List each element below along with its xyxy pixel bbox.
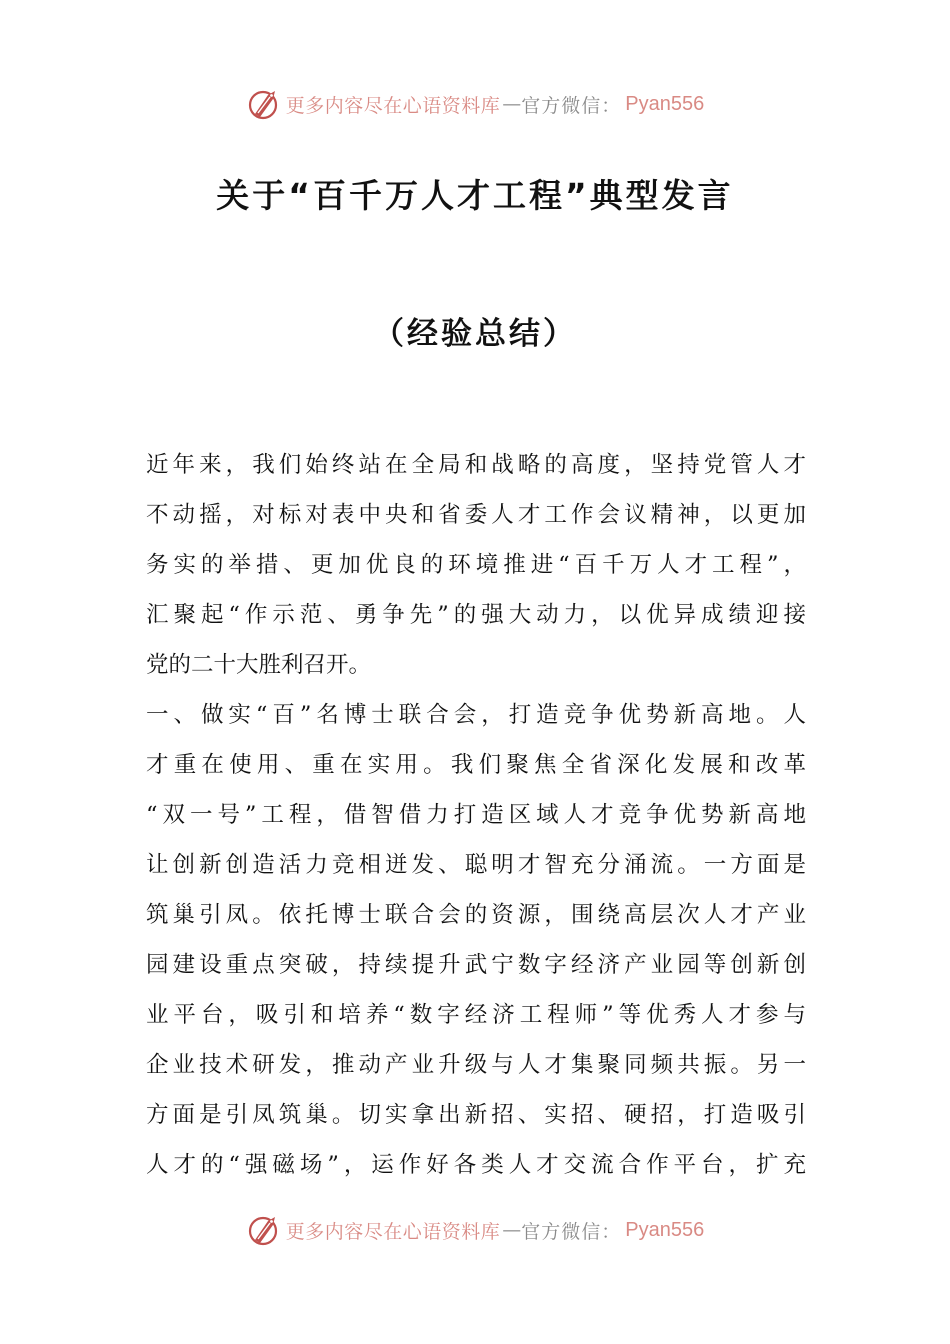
body-line: 才重在使用、重在实用。我们聚焦全省深化发展和改革 [146, 752, 806, 778]
body-line: 让创新创造活力竞相迸发、聪明才智充分涌流。一方面是 [146, 852, 806, 878]
body-line: 业平台，吸引和培养“数字经济工程师”等优秀人才参与 [146, 1002, 806, 1028]
body-line: 企业技术研发，推动产业升级与人才集聚同频共振。另一 [146, 1052, 806, 1078]
watermark-text: 更多内容尽在心语资料库 [285, 1220, 501, 1243]
body-line: 筑巢引凤。依托博士联合会的资源，围绕高层次人才产业 [146, 902, 806, 928]
body-line: 方面是引凤筑巢。切实拿出新招、实招、硬招，打造吸引 [146, 1102, 806, 1128]
watermark-header [0, 84, 950, 124]
watermark-id: Pyan556 [625, 92, 705, 115]
body-line: “双一号”工程，借智借力打造区域人才竞争优势新高地 [146, 802, 806, 828]
watermark-text: 更多内容尽在心语资料库 [285, 94, 501, 117]
body-line: 务实的举措、更加优良的环境推进“百千万人才工程”， [146, 552, 806, 578]
body-line: 近年来，我们始终站在全局和战略的高度，坚持党管人才 [146, 452, 806, 478]
body-line: 汇聚起“作示范、勇争先”的强大动力，以优异成绩迎接 [146, 602, 806, 628]
pen-nib-logo-icon [246, 86, 282, 122]
body-line: 党的二十大胜利召开。 [146, 652, 372, 678]
watermark-separator: — [502, 93, 520, 115]
body-line: 不动摇，对标对表中央和省委人才工作会议精神，以更加 [146, 502, 806, 528]
watermark-separator: — [502, 1219, 520, 1241]
watermark-id: Pyan556 [625, 1218, 705, 1241]
watermark-label: 官方微信： [521, 94, 622, 117]
body-line: 人才的“强磁场”，运作好各类人才交流合作平台，扩充 [146, 1152, 806, 1178]
watermark-label: 官方微信： [521, 1220, 622, 1243]
document-body [146, 440, 806, 1190]
document-title: 关于“百千万人才工程”典型发言 [216, 176, 734, 215]
body-line: 园建设重点突破，持续提升武宁数字经济产业园等创新创 [146, 952, 806, 978]
body-line: 一、做实“百”名博士联合会，打造竞争优势新高地。人 [146, 702, 806, 728]
watermark-footer [0, 1210, 950, 1250]
document-subtitle: （经验总结） [373, 316, 577, 352]
pen-nib-logo-icon [246, 1212, 282, 1248]
